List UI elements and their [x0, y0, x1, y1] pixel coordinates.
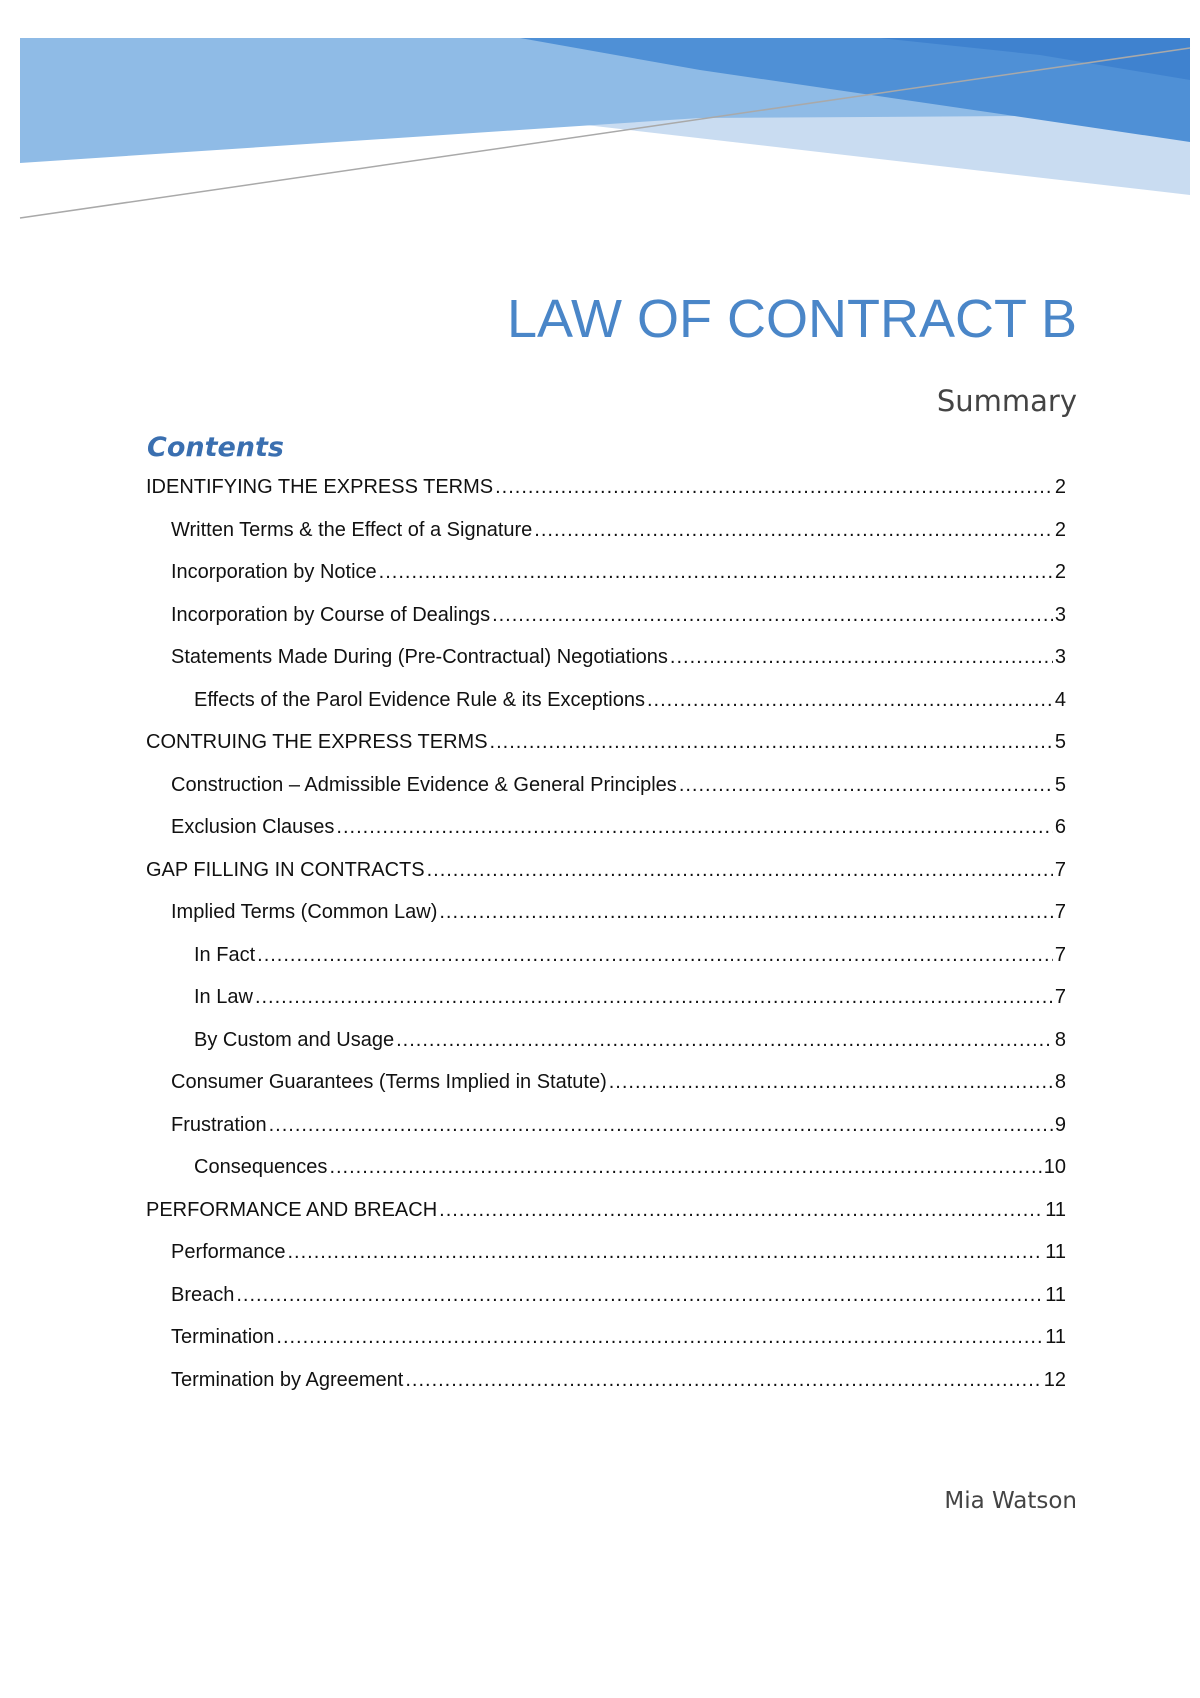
toc-entry-page: 7 — [1054, 943, 1066, 966]
toc-entry-page: 5 — [1054, 731, 1066, 753]
toc-leader-dots — [396, 1019, 1053, 1062]
toc-entry[interactable] — [146, 1231, 1066, 1274]
toc-leader-dots — [236, 1274, 1043, 1317]
toc-leader-dots — [609, 1061, 1053, 1104]
toc-leader-dots — [269, 1104, 1053, 1147]
toc-entry[interactable] — [146, 551, 1066, 594]
toc-entry-label: Effects of the Parol Evidence Rule & its Exceptions — [194, 688, 645, 711]
toc-entry[interactable] — [146, 1274, 1066, 1317]
toc-entry-label: In Fact — [194, 943, 256, 966]
toc-leader-dots — [534, 509, 1053, 552]
toc-entry[interactable] — [146, 891, 1066, 934]
toc-entry[interactable] — [146, 1316, 1066, 1359]
toc-leader-dots — [257, 934, 1053, 977]
toc-entry-page: 2 — [1054, 476, 1066, 498]
toc-leader-dots — [495, 466, 1053, 509]
toc-entry-label: Termination — [171, 1326, 275, 1348]
toc-entry[interactable] — [146, 679, 1066, 722]
toc-entry-label: Statements Made During (Pre-Contractual) Negotiations — [171, 646, 668, 668]
toc-leader-dots — [288, 1231, 1044, 1274]
toc-entry-label: Incorporation by Notice — [171, 561, 377, 583]
toc-entry-label: Consumer Guarantees (Terms Implied in Statute) — [171, 1071, 607, 1093]
toc-leader-dots — [492, 594, 1053, 637]
toc-entry-page: 10 — [1043, 1156, 1066, 1178]
toc-entry-label: Construction – Admissible Evidence & General Principles — [171, 773, 677, 796]
toc-entry[interactable] — [146, 594, 1066, 637]
toc-entry-page: 5 — [1054, 773, 1066, 796]
toc-leader-dots — [379, 551, 1053, 594]
toc-entry-page: 11 — [1045, 1326, 1066, 1348]
toc-leader-dots — [336, 806, 1052, 849]
toc-entry-page: 4 — [1054, 688, 1066, 711]
toc-entry-label: Incorporation by Course of Dealings — [171, 603, 491, 626]
toc-entry[interactable] — [146, 1359, 1066, 1402]
toc-entry-page: 11 — [1045, 1198, 1066, 1221]
toc-entry[interactable] — [146, 806, 1066, 849]
toc-entry-label: By Custom and Usage — [194, 1028, 395, 1051]
toc-entry-page: 11 — [1045, 1241, 1066, 1263]
document-subtitle: Summary — [936, 384, 1077, 418]
toc-entry-page: 7 — [1054, 901, 1066, 923]
toc-entry-label: Performance — [171, 1241, 286, 1263]
toc-entry[interactable] — [146, 976, 1066, 1019]
toc-entry-page: 2 — [1054, 561, 1066, 583]
toc-entry[interactable] — [146, 1146, 1066, 1189]
document-title: LAW OF CONTRACT B — [506, 289, 1077, 349]
toc-leader-dots — [439, 891, 1053, 934]
toc-entry-label: Breach — [171, 1283, 235, 1306]
toc-entry-label: In Law — [194, 986, 253, 1008]
toc-entry-page: 6 — [1054, 816, 1066, 838]
toc-entry-page: 8 — [1054, 1028, 1066, 1051]
toc-entry-label: CONTRUING THE EXPRESS TERMS — [146, 731, 488, 753]
toc-entry-page: 9 — [1054, 1113, 1066, 1136]
toc-entry-page: 11 — [1045, 1283, 1066, 1306]
toc-leader-dots — [405, 1359, 1041, 1402]
toc-entry-page: 7 — [1054, 986, 1066, 1008]
toc-entry-label: Written Terms & the Effect of a Signature — [171, 518, 533, 541]
toc-entry-label: Consequences — [194, 1156, 328, 1178]
toc-entry-label: IDENTIFYING THE EXPRESS TERMS — [146, 476, 494, 498]
toc-leader-dots — [490, 721, 1053, 764]
author-name: Mia Watson — [944, 1488, 1077, 1514]
header-banner — [0, 0, 1200, 230]
toc-leader-dots — [427, 849, 1053, 892]
toc-leader-dots — [276, 1316, 1043, 1359]
toc-entry[interactable] — [146, 849, 1066, 892]
toc-entry-page: 3 — [1054, 646, 1066, 668]
toc-entry[interactable] — [146, 1061, 1066, 1104]
contents-heading: Contents — [147, 432, 285, 463]
toc-entry[interactable] — [146, 466, 1066, 509]
toc-leader-dots — [670, 636, 1053, 679]
toc-entry-page: 2 — [1054, 518, 1066, 541]
toc-entry[interactable] — [146, 934, 1066, 977]
toc-leader-dots — [439, 1189, 1043, 1232]
toc-entry[interactable] — [146, 1019, 1066, 1062]
toc-leader-dots — [329, 1146, 1041, 1189]
toc-entry-page: 12 — [1043, 1368, 1066, 1391]
toc-entry-page: 8 — [1054, 1071, 1066, 1093]
toc-entry-page: 3 — [1054, 603, 1066, 626]
toc-leader-dots — [255, 976, 1053, 1019]
toc-entry-label: Implied Terms (Common Law) — [171, 901, 438, 923]
toc-entry-label: Frustration — [171, 1113, 267, 1136]
toc-entry[interactable] — [146, 721, 1066, 764]
toc-entry[interactable] — [146, 1189, 1066, 1232]
toc-entry-label: Exclusion Clauses — [171, 816, 335, 838]
toc-entry[interactable] — [146, 636, 1066, 679]
toc-entry-label: Termination by Agreement — [171, 1368, 404, 1391]
table-of-contents — [146, 466, 1066, 1401]
toc-entry[interactable] — [146, 1104, 1066, 1147]
toc-entry-label: PERFORMANCE AND BREACH — [146, 1198, 438, 1221]
toc-leader-dots — [647, 679, 1053, 722]
toc-entry[interactable] — [146, 764, 1066, 807]
toc-leader-dots — [679, 764, 1053, 807]
toc-entry-label: GAP FILLING IN CONTRACTS — [146, 858, 425, 881]
toc-entry[interactable] — [146, 509, 1066, 552]
toc-entry-page: 7 — [1054, 858, 1066, 881]
